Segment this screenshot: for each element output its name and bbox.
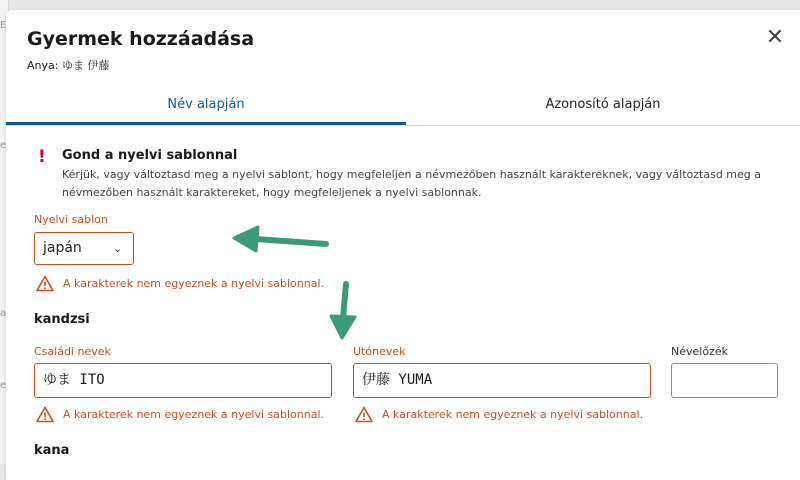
annotation-arrow-icon [331,284,355,338]
annotation-arrow-icon [234,227,326,251]
background-edge-glyph: e [0,380,7,391]
chevron-down-icon: ⌄ [113,242,123,255]
given-names-input[interactable]: 伊藤 YUMA [353,363,651,398]
alert-exclamation-icon: ! [38,147,46,167]
kanji-heading: kandzsi [34,312,90,327]
family-names-input[interactable]: ゆま ITO [34,363,332,398]
dialog-subtitle: Anya: ゆま 伊藤 [27,59,110,72]
given-names-label: Utónevek [353,345,406,358]
name-prefix-label: Névelőzék [671,345,728,358]
background-edge-glyph: a [0,308,7,319]
close-icon[interactable]: ✕ [765,25,785,50]
kana-heading: kana [34,443,70,458]
alert-body: Kérjük, vagy változtasd meg a nyelvi sablont, hogy megfeleljen a névmezőben használt karaktereknek, vagy változtasd meg a névmezőben használt karaktereket, hogy megfeleljenek a nyelvi sablonnak. [62,168,761,199]
tab-by-id[interactable]: Azonosító alapján [545,97,661,112]
dialog-title: Gyermek hozzáadása [27,28,255,50]
language-template-label: Nyelvi sablon [34,213,108,226]
language-error-text: A karakterek nem egyeznek a nyelvi sablonnal. [63,277,325,290]
background-edge-glyph: e [0,140,7,151]
language-template-value: japán [43,240,82,256]
family-names-error-text: A karakterek nem egyeznek a nyelvi sablonnal. [63,408,325,421]
tab-by-name[interactable]: Név alapján [6,92,406,125]
background-edge-glyph: E [0,20,7,31]
given-names-error-text: A karakterek nem egyeznek a nyelvi sablonnal. [382,408,644,421]
family-names-label: Családi nevek [34,345,111,358]
alert-title: Gond a nyelvi sablonnal [62,148,238,163]
